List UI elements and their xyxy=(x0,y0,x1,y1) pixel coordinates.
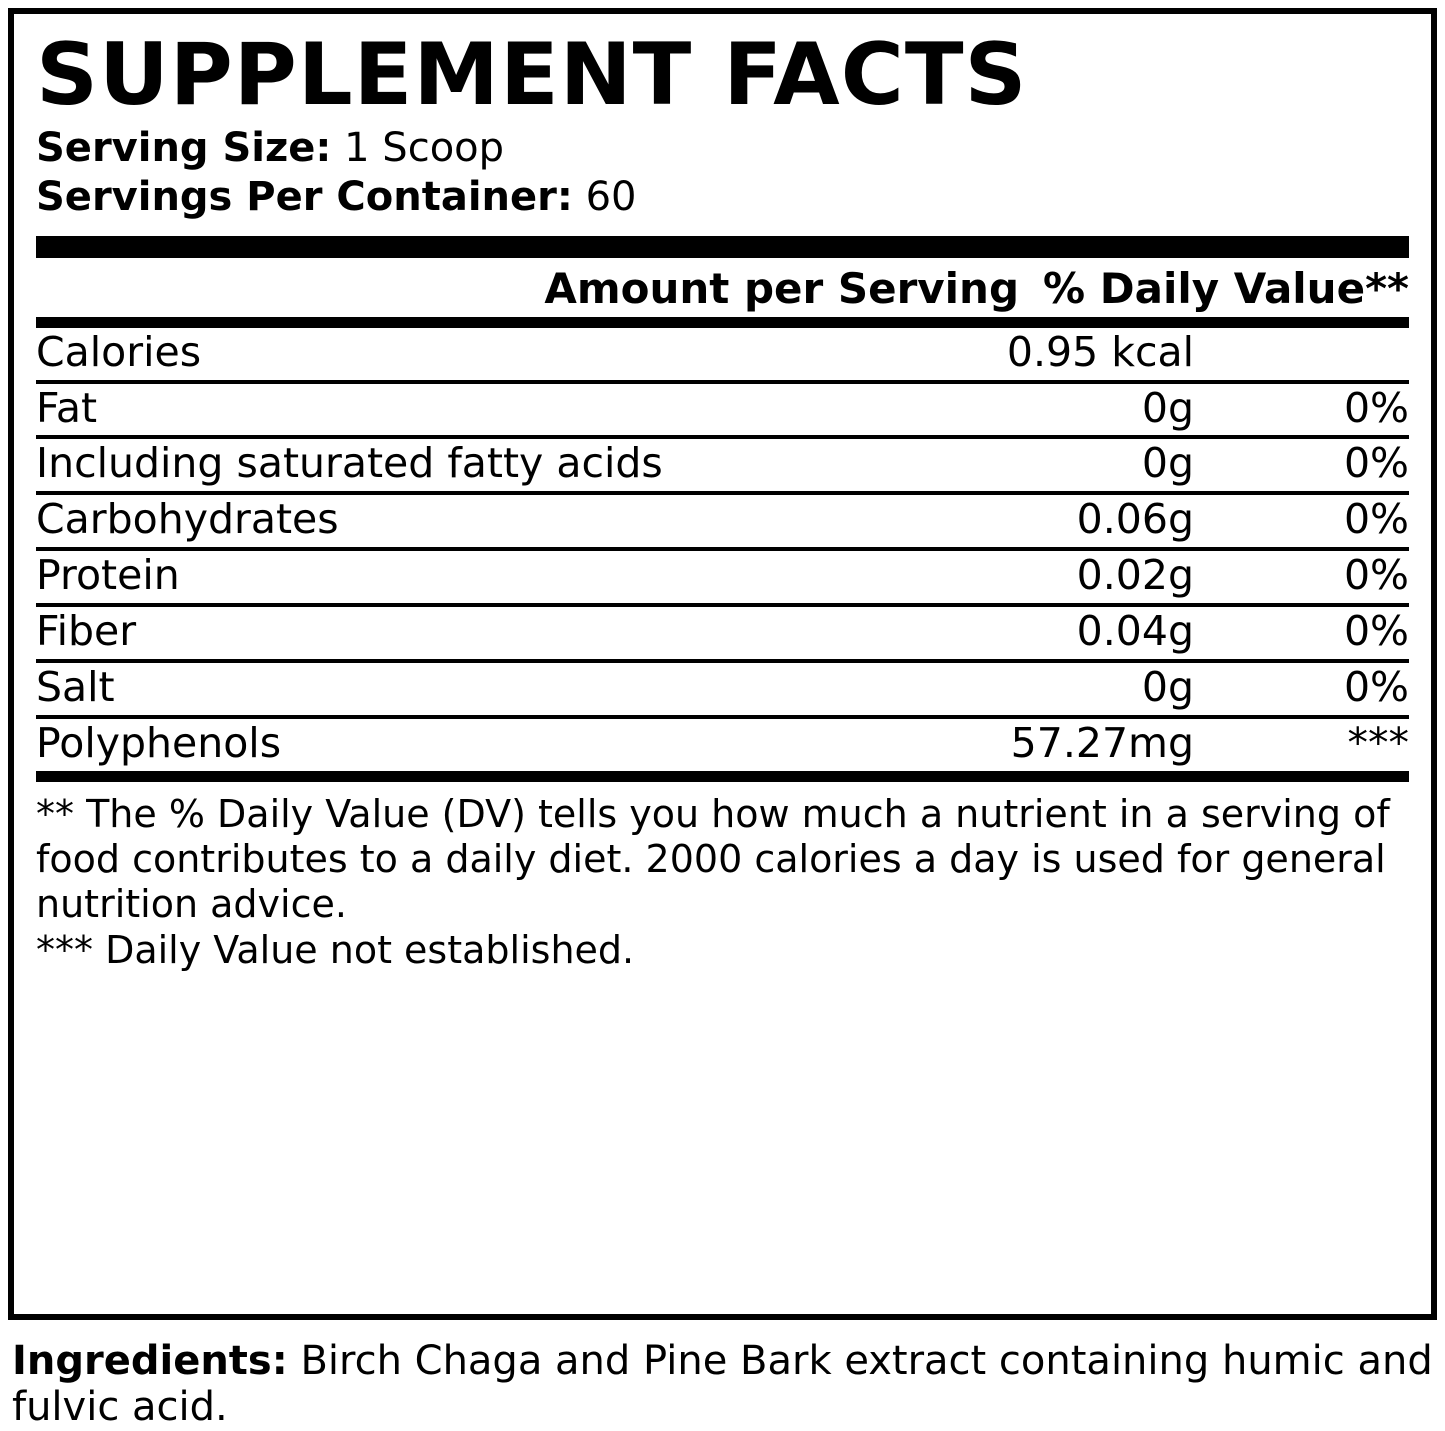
nutrient-name: Calories xyxy=(36,328,864,382)
table-row xyxy=(36,328,1409,382)
footnotes xyxy=(36,782,1409,973)
nutrient-amount: 0g xyxy=(864,661,1194,717)
nutrient-dv: 0% xyxy=(1194,382,1409,438)
servings-per-container-line xyxy=(36,173,1409,222)
nutrient-name: Fat xyxy=(36,382,864,438)
nutrient-dv: 0% xyxy=(1194,493,1409,549)
nutrient-name: Carbohydrates xyxy=(36,493,864,549)
page-title: SUPPLEMENT FACTS xyxy=(36,25,1028,125)
nutrient-amount: 0.06g xyxy=(864,493,1194,549)
table-row xyxy=(36,717,1409,771)
ingredients-text: Birch Chaga and Pine Bark extract containing humic and fulvic acid. xyxy=(12,1338,1433,1431)
table-row xyxy=(36,437,1409,493)
column-headers xyxy=(36,258,1409,317)
nutrient-amount: 0g xyxy=(864,382,1194,438)
nutrient-name: Protein xyxy=(36,549,864,605)
nutrient-amount: 0g xyxy=(864,437,1194,493)
table-row xyxy=(36,605,1409,661)
nutrient-name: Polyphenols xyxy=(36,718,282,767)
nutrient-amount: 0.04g xyxy=(864,605,1194,661)
nutrient-name: Fiber xyxy=(36,605,864,661)
table-row xyxy=(36,493,1409,549)
nutrient-dv: 0% xyxy=(1194,437,1409,493)
nutrient-name: Including saturated fatty acids xyxy=(36,437,864,493)
ingredients-section xyxy=(12,1338,1437,1431)
amount-per-serving-header: Amount per Serving xyxy=(544,263,1020,313)
nutrient-dv xyxy=(1194,328,1409,382)
table-row xyxy=(36,549,1409,605)
ingredients-label: Ingredients: xyxy=(12,1338,288,1384)
daily-value-header: % Daily Value** xyxy=(1043,263,1409,313)
divider-thick-top xyxy=(36,236,1409,258)
divider-medium-bottom xyxy=(36,771,1409,782)
footnote-daily-value: ** The % Daily Value (DV) tells you how much a nutrient in a serving of food contributes to a daily diet. 2000 calories a day is used for general nutrition advice. xyxy=(36,791,1390,926)
nutrient-amount: 57.27mg xyxy=(1010,718,1194,767)
footnote-not-established: *** Daily Value not established. xyxy=(36,928,635,973)
servings-per-container-label: Servings Per Container: xyxy=(36,173,573,220)
divider-medium xyxy=(36,317,1409,328)
serving-size-line xyxy=(36,124,1409,173)
table-row xyxy=(36,382,1409,438)
nutrient-amount: 0.95 kcal xyxy=(864,328,1194,382)
facts-panel xyxy=(8,8,1437,1320)
serving-size-label: Serving Size: xyxy=(36,125,332,171)
nutrient-dv: 0% xyxy=(1194,661,1409,717)
nutrient-dv: 0% xyxy=(1194,605,1409,661)
servings-per-container-value: 60 xyxy=(585,173,637,220)
serving-size-value: 1 Scoop xyxy=(344,125,505,171)
table-row xyxy=(36,661,1409,717)
nutrient-name: Salt xyxy=(36,661,864,717)
nutrient-dv: 0% xyxy=(1194,549,1409,605)
nutrient-amount: 0.02g xyxy=(864,549,1194,605)
nutrition-table xyxy=(36,328,1409,771)
nutrient-dv: *** xyxy=(1347,718,1409,767)
